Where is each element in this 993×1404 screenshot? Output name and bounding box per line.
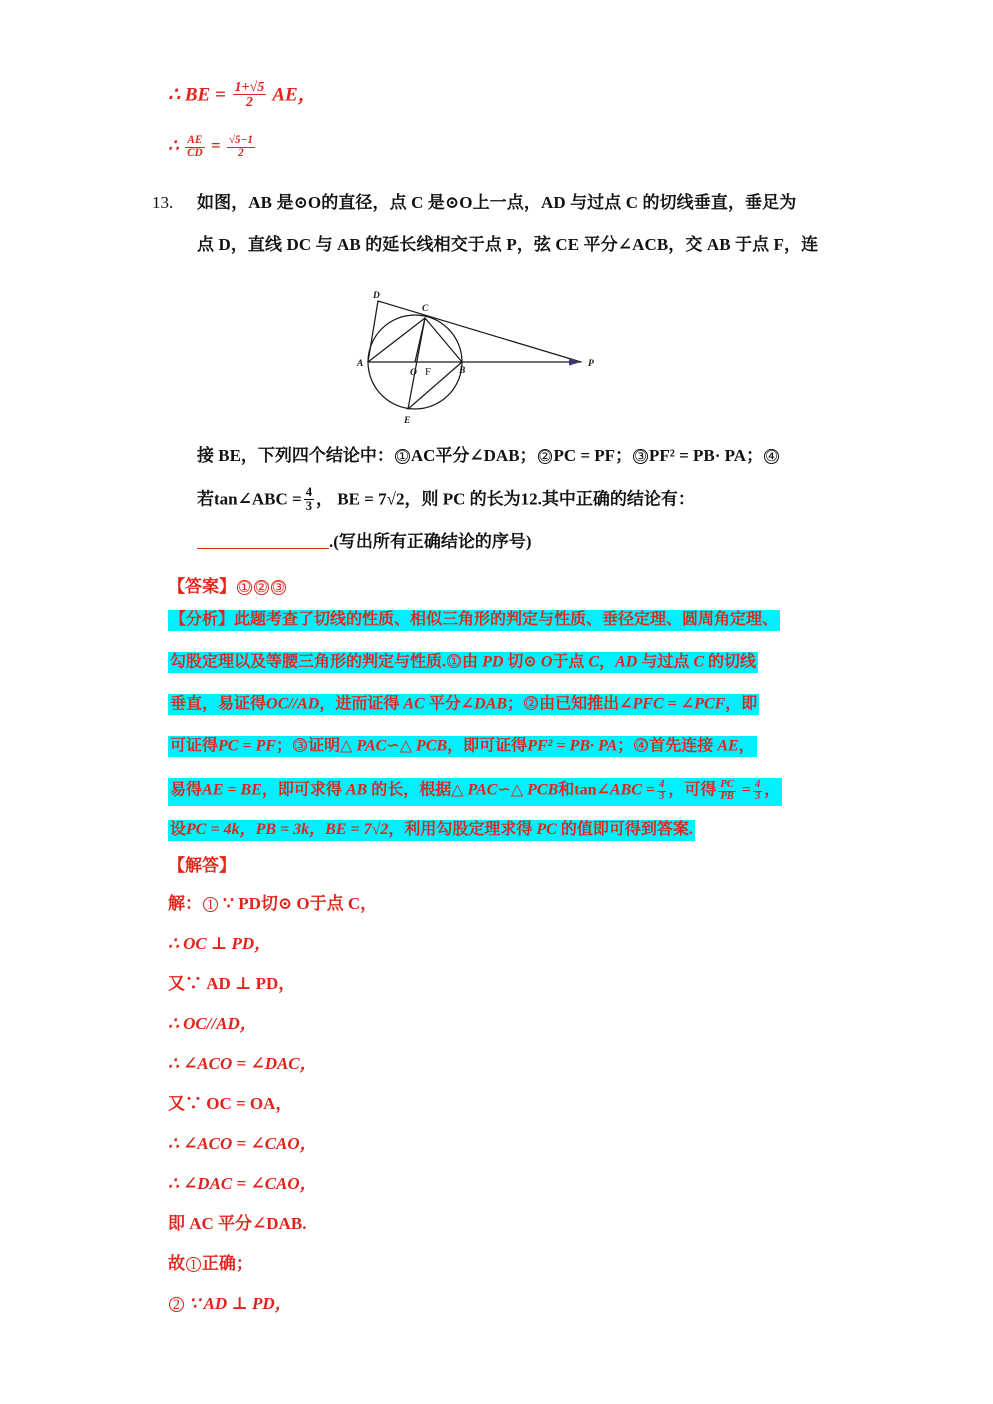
analysis-line-4 [168, 736, 757, 757]
analysis-math-term: O [540, 653, 553, 671]
analysis-text: ∽△ [386, 737, 417, 755]
top-fragment-line-1 [168, 80, 317, 110]
analysis-text: ∽△ [497, 781, 528, 799]
solution-text: 又∵ AD ⊥ PD， [168, 974, 296, 993]
fraction-denominator: 3 [659, 790, 665, 802]
solution-text: 正确； [201, 1254, 253, 1273]
therefore-symbol: ∴ [168, 84, 181, 106]
analysis-math-term: PCB [416, 737, 448, 755]
comma: ， [297, 84, 317, 106]
label-a: A [357, 359, 364, 369]
analysis-text: ，利用勾股定理求得 [388, 821, 537, 838]
solution-text: ∴ ∠ACO = ∠CAO， [168, 1134, 317, 1153]
analysis-highlight [168, 778, 782, 806]
analysis-text: ，进而证得 [319, 695, 404, 713]
analysis-math-term: OC//AD [266, 695, 320, 713]
ae-term: AE [272, 84, 298, 106]
conclusion-4-rest: ， BE = 7√2，则 PC 的长为12.其中正确的结论有： [316, 489, 695, 509]
answer-label: 【答案】 [168, 577, 236, 596]
analysis-text: = ∠ [663, 695, 695, 713]
analysis-math-term: AD [615, 653, 638, 671]
analysis-text: ； [276, 737, 293, 755]
analysis-math-term: PF² = PB· PA [527, 737, 618, 755]
analysis-highlight [168, 610, 780, 631]
ae-cd-fraction [185, 135, 205, 159]
solution-line-8 [168, 1175, 317, 1192]
analysis-circled-marker: ④ [635, 738, 648, 753]
label-f: F [425, 367, 431, 378]
label-c: C [422, 304, 429, 314]
solution-text: ∴ ∠DAC = ∠CAO， [168, 1174, 317, 1193]
label-e: E [404, 416, 411, 426]
analysis-math-term: PFC [632, 695, 664, 713]
conclusion-marker-2: ② [538, 448, 552, 465]
conclusions-intro: 接 BE，下列四个结论中： [197, 446, 394, 465]
fraction-denominator: 3 [754, 790, 761, 802]
top-fragment-line-2 [168, 135, 257, 159]
circle-geometry-diagram [345, 282, 605, 434]
analysis-text: ，即 [725, 695, 758, 713]
analysis-math-term: DAB [474, 695, 508, 713]
equals-sign: = [214, 84, 226, 106]
analysis-text: ，可得 [668, 781, 717, 799]
analysis-math-term: AC [403, 695, 425, 713]
analysis-math-term: PC = 4k，PB = 3k，BE = 7√2 [186, 821, 389, 838]
analysis-math-term: AE [717, 737, 739, 755]
therefore-symbol: ∴ [168, 136, 179, 156]
analysis-fraction [718, 780, 735, 803]
analysis-text: = [737, 781, 751, 799]
analysis-text: = [641, 781, 656, 799]
solution-text: ∵ PD切⊙ O于点 C， [218, 894, 378, 913]
answer-blank-line [197, 532, 532, 550]
analysis-line-3 [168, 694, 759, 715]
solution-line-6 [168, 1095, 292, 1112]
analysis-math-term: PCB [527, 781, 559, 799]
fraction-numerator: 1+√5 [234, 79, 265, 95]
analysis-text: 此题考查了切线的性质、相似三角形的判定与性质、垂径定理、圆周角定理、 [234, 611, 779, 628]
golden-ratio-fraction [233, 80, 267, 110]
fraction-numerator: 4 [754, 779, 761, 790]
solution-text: ∴ ∠ACO = ∠DAC， [168, 1054, 317, 1073]
solution-text: 又∵ OC = OA， [168, 1094, 293, 1113]
analysis-line-5 [168, 778, 782, 806]
answer-mark-3: ③ [271, 579, 285, 596]
analysis-text: 易得 [170, 781, 203, 799]
solution-line-2 [168, 935, 271, 952]
analysis-text: 平分∠ [424, 695, 475, 713]
analysis-math-term: C [693, 653, 704, 671]
analysis-text: 的值即可得到答案. [556, 821, 693, 838]
analysis-highlight [168, 736, 757, 757]
analysis-text: ， [599, 653, 616, 671]
analysis-math-term: AB [345, 781, 368, 799]
analysis-math-term: PD [482, 653, 504, 671]
solution-circled-marker: 2 [169, 1297, 184, 1312]
analysis-line-1 [168, 610, 780, 631]
solution-text: ∵ AD ⊥ PD， [184, 1294, 292, 1313]
analysis-highlight [168, 652, 758, 673]
analysis-math-term: AE = BE [202, 781, 262, 799]
problem-conclusion-4-line [197, 486, 695, 513]
analysis-fraction [753, 780, 762, 803]
fraction-numerator: √5−1 [228, 134, 254, 146]
analysis-text: 的长，根据△ [367, 781, 468, 799]
label-b: B [459, 366, 466, 376]
analysis-math-term: PAC [356, 737, 387, 755]
analysis-text: ， [738, 737, 755, 755]
be-term: BE [184, 84, 211, 106]
analysis-text: 和tan∠ [558, 781, 610, 799]
solution-text: ∴ OC ⊥ PD， [168, 934, 272, 953]
segment-ad [368, 301, 378, 362]
analysis-text: ； [617, 737, 634, 755]
tan-value-fraction [304, 486, 314, 513]
analysis-text: 设 [170, 821, 187, 838]
fraction-numerator: 4 [305, 485, 312, 499]
analysis-fraction [657, 780, 666, 803]
fraction-denominator: 3 [305, 498, 312, 513]
solution-line-4 [168, 1015, 257, 1032]
analysis-line-6 [168, 820, 695, 841]
analysis-circled-marker: ③ [294, 738, 307, 753]
solution-line-10 [168, 1255, 253, 1272]
tan-condition: 若tan∠ABC = [197, 489, 302, 509]
analysis-text: 勾股定理以及等腰三角形的判定与性质. [170, 653, 447, 671]
answer-mark-2: ② [254, 579, 269, 596]
solution-line-3 [168, 975, 295, 992]
conclusion-marker-4: ④ [765, 448, 779, 465]
fraction-numerator: PC [720, 779, 734, 790]
solution-circled-marker: 1 [203, 897, 218, 912]
analysis-math-term: PC = PF [218, 737, 277, 755]
result-fraction [227, 135, 255, 159]
analysis-math-term: ABC [609, 781, 642, 799]
analysis-text: 证明△ [308, 737, 357, 755]
question-number: 13. [152, 193, 174, 212]
solution-line-9 [168, 1215, 306, 1232]
analysis-text: 首先连接 [649, 737, 718, 755]
answer-header-line [168, 578, 287, 595]
problem-statement-line-1: 如图，AB 是⊙O的直径，点 C 是⊙O上一点，AD 与过点 C 的切线垂直，垂足为 [197, 193, 797, 212]
analysis-text: 与过点 [637, 653, 694, 671]
solution-line-11 [168, 1295, 292, 1312]
label-d: D [373, 291, 380, 301]
answer-mark-1: ① [238, 579, 252, 596]
solution-text: ∴ OC//AD， [168, 1014, 257, 1033]
conclusion-marker-3: ③ [634, 448, 648, 465]
solution-line-5 [168, 1055, 317, 1072]
conclusion-text-1: AC平分∠DAB； [410, 446, 537, 465]
solution-line-1 [168, 895, 377, 912]
solution-line-7 [168, 1135, 317, 1152]
equals-sign: = [210, 136, 221, 156]
conclusion-marker-1: ① [395, 448, 410, 465]
analysis-text: 垂直，易证得 [170, 695, 267, 713]
fraction-numerator: AE [185, 135, 205, 148]
problem-statement-line-2: 点 D，直线 DC 与 AB 的延长线相交于点 P，弦 CE 平分∠ACB，交 AB 于点 F，连 [197, 235, 819, 254]
fraction-numerator: 4 [659, 779, 665, 790]
solution-circled-marker: 1 [186, 1257, 201, 1272]
conclusion-text-2: PC = PF； [553, 446, 633, 465]
analysis-highlight [168, 820, 695, 841]
label-p: P [588, 359, 594, 369]
answer-blank-instruction: .(写出所有正确结论的序号) [329, 531, 532, 551]
label-o: O [410, 368, 417, 378]
problem-conclusions-line [197, 447, 780, 464]
analysis-text: 可证得 [170, 737, 219, 755]
analysis-math-term: PCF [694, 695, 726, 713]
analysis-label: 【分析】 [170, 611, 235, 628]
analysis-math-term: PAC [467, 781, 498, 799]
analysis-text: ； [507, 695, 524, 713]
diagram-svg [345, 282, 605, 434]
solution-text: 即 AC 平分∠DAB. [168, 1214, 307, 1233]
analysis-text: 切⊙ [503, 653, 541, 671]
analysis-highlight [168, 694, 759, 715]
solution-text: 解： [168, 894, 202, 913]
fraction-denominator: 2 [245, 94, 253, 111]
analysis-text: ，即可求得 [261, 781, 346, 799]
analysis-text: 由 [462, 653, 483, 671]
analysis-text: ， [764, 781, 781, 799]
analysis-line-2 [168, 652, 758, 673]
analysis-text: 的切线 [704, 653, 757, 671]
conclusion-text-3: PF² = PB· PA； [648, 446, 764, 465]
analysis-text: 由已知推出∠ [539, 695, 633, 713]
solution-header: 【解答】 [168, 856, 236, 875]
analysis-text: ，即可证得 [447, 737, 528, 755]
analysis-math-term: PC [536, 821, 557, 838]
analysis-circled-marker: ① [448, 654, 461, 669]
analysis-circled-marker: ② [525, 696, 538, 711]
fraction-denominator: 2 [238, 146, 244, 159]
answer-blank-input[interactable] [197, 532, 329, 549]
fraction-denominator: CD [187, 146, 203, 159]
analysis-text: 于点 [552, 653, 589, 671]
solution-text: 故 [168, 1254, 185, 1273]
fraction-denominator: PB [720, 790, 734, 802]
segment-ce [408, 318, 425, 409]
analysis-math-term: C [588, 653, 600, 671]
